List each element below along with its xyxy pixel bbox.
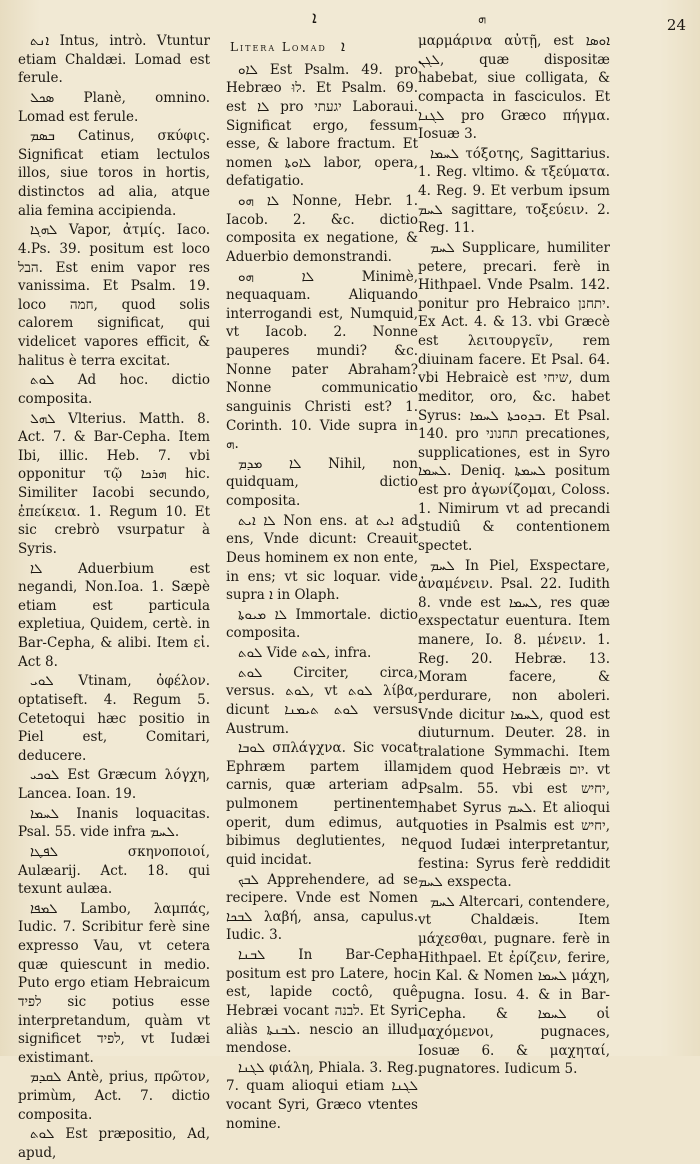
dictionary-entry: ܠܘܟܝ Est Græcum λόγχη, Lancea. Ioan. 19. <box>18 767 210 802</box>
dictionary-entry: ܠܘܬ Circiter, circa, versus. ܠܘܬ, vt ܠܘܬ λίβα, dicunt ܠܘܬ ܬܝܡܢܐ versus Austrum. <box>226 664 419 737</box>
column-heading <box>230 36 418 57</box>
dictionary-entry: ܠܚܡ Altercari, contendere, vt Chaldæis. Item μάχεσθαι, pugnare. ferè in Hithpael. Et ἐρίζειν, ferire, in Kal. & Nomen ܠܚܡܐ μάχη, pugna. Iosu. 4. & in Bar-Cepha. & ܠܚܡܐ οἱ μαχόμενοι, pugnaces, Iosuæ 6. & μαχηταί, pugnatores. Iudicum 5. <box>418 893 610 1078</box>
column-middle <box>226 36 418 1134</box>
signature-mark-left: ܐ <box>312 8 317 28</box>
dictionary-entry: ܐܢܬ Intus, intrò. Vtuntur etiam Chaldæi. Lomad est ferule. <box>18 33 210 87</box>
dictionary-entry: ܠܚܡ In Piel, Exspectare, ἀναμένειν. Psal. 22. Iudith 8. vnde est ܠܚܡܐ, res quæ exspectatur euentura. Item manere, Io. 8. μένειν. 1. Reg. 20. Hebræ. 13. Moram facere, & perdurare, non aboleri. Vnde dicitur ܠܚܡܐ, quod est diuturnum. Deuter. 28. in tralatione Symmachi. Item idem quod Hebræis יום. vt Psalm. 55. vbi est יחיש, habet Syrus ܠܚܡ. Et alioqui quoties in Psalmis est יחיש, quod Iudæi interpretantur, festina: Syrus ferè reddidit ܠܚܡ exspecta. <box>418 557 610 891</box>
dictionary-entry: ܠܦܛܐ σκηνοποιοί, Aulæarij. Act. 18. qui texunt aulæa. <box>18 843 210 898</box>
dictionary-entry: ܠܘܬ Vide ܠܘܬ, infra. <box>238 645 372 662</box>
dictionary-entry: ܠܗܓܐ Vapor, ἀτμίς. Iaco. 4.Ps. 39. positum est loco הבל. Est enim vapor res vanissima. Et Psalm. 19. loco חמה, quod solis calorem significat, qui videlicet vapores efficit, & halitus è terra excitat. <box>18 222 210 369</box>
column-left <box>18 32 210 1164</box>
dictionary-entry: ܠܐ ܡܝܘܬܐ Immortale. dictio composita. <box>226 606 418 642</box>
dictionary-entry: ܠܚܡܐ τόξοτης, Sagittarius. 1. Reg. vltimo. & τξεύματα. 4. Reg. 9. Et verbum ipsum ܠܚܡ sagittare, τοξεύειν. 2. Reg. 11. <box>418 145 610 237</box>
dictionary-entry: ܣܟܠ Planè, omnino. Lomad est ferule. <box>18 89 210 125</box>
dictionary-entry: ܠܘܬ Ad hoc. dictio composita. <box>18 372 210 407</box>
dictionary-entry: ܠܚܡܐ Inanis loquacitas. Psal. 55. vide infra ܠܚܡ. <box>18 805 210 841</box>
dictionary-entry: ܠܐ ܐܝܬ Non ens. at ܐܝܬ ad ens, Vnde dicunt: Creauit Deus hominem ex non ente, in ens; vt sic loquar. vide supra ܐ in Olaph. <box>226 512 418 604</box>
dictionary-entry: ܠܘܬ Est præpositio, Ad, apud, <box>18 1126 210 1161</box>
dictionary-entry: ܠܐ ܗܘ Minimè, nequaquam. Aliquando interrogandi est, Numquid, vt Iacob. 2. Nonne pauperes mundi? &c. Nonne pater Abraham? Nonne communicatio sanguinis Christi est? 1. Corinth. 10. Vide supra in ܗ. <box>226 268 418 453</box>
dictionary-entry: ܠܐܘ Est Psalm. 49. pro Hebræo לוּ. Et Psalm. 69. est ܠܐ pro יגעתי Laboraui. Significat ergo, fessum esse, & labore fractum. Et nomen ܠܐܘܬܐ labor, opera, defatigatio. <box>226 61 419 190</box>
dictionary-entry: ܠܡܦܐ Lambo, λαμπάς, Iudic. 7. Scribitur ferè sine expresso Vau, vt cetera quæ quiescunt in medio. Puto ergo etiam Hebraicum לפיד sic potius esse interpretandum, quàm vt significet לפיד, vt Iudæi existimant. <box>18 900 210 1066</box>
dictionary-entry: ܠܘܒܐ σπλάγχνα. Sic vocat Ephræm partem illam carnis, quæ arteriam ad pulmonem pertinentem operit, dum edimus, aut bibimus deglutientes, ne quid incidat. <box>226 740 418 868</box>
dictionary-entry: ܒܣܡ Catinus, σκύφις. Significat etiam lectulos illos, siue toros in hortis, distinctos ad alia, atque alia femina accipienda. <box>18 128 210 219</box>
dictionary-entry: μαρμάρινα αὐτῇ, est ܐܘܣܐ ܠܓܢ, quæ dispositæ habebat, siue colligata, & compacta in fasciculos. Et ܠܓܢܐ pro Græco πήγμα. Iosuæ 3. <box>418 33 610 143</box>
dictionary-entry: ܠܒܟ Apprehendere, ad se recipere. Vnde est Nomen ܠܒܟܐ λαβή, ansa, capulus. Iudic. 3. <box>226 871 418 944</box>
dictionary-entry: ܠܓܢܐ φιάλη, Phiala. 3. Reg. 7. quam alioqui etiam ܠܓܢܐ vocant Syri, Græco vtentes nomine. <box>226 1059 418 1132</box>
dictionary-entry: ܠܐ Aduerbium est negandi, Non.Ioa. 1. Sæpè etiam est particula expletiua, Quidem, certè. in Bar-Cepha, & alibi. Item εἰ. Act 8. <box>18 560 210 670</box>
column-heading-mark: ܐ <box>340 37 346 55</box>
column-right <box>418 32 610 1080</box>
dictionary-entry: ܠܐ ܡܕܡ Nihil, non quidquam, dictio composita. <box>226 455 418 510</box>
dictionary-entry: ܠܗܠ Vlterius. Matth. 8. Act. 7. & Bar-Cepha. Item Ibi, illic. Heb. 7. vbi opponitur τῷ ܗܪܟܐ hic. Similiter Iacobi secundo, ἐπείκεια. 1. Regum 10. Et sic crebrò vsurpatur à Syris. <box>18 410 211 557</box>
dictionary-entry: ܠܐ ܗܘ Nonne, Hebr. 1. Iacob. 2. &c. dictio composita ex negatione, & Aduerbio demonstrandi. <box>226 193 418 265</box>
dictionary-entry: ܠܚܡ Supplicare, humiliter petere, precari. ferè in Hithpael. Vnde Psalm. 142. ponitur pro Hebraico יתחנן. Ex Act. 4. & 13. vbi Græcè est λειτουργεῖν, rem diuinam facere. Et Psal. 64. vbi Hebraicè est שיחי, dum meditor, oro, &c. habet Syrus: ܒܕܘܟܬܐ ܠܚܡܐ. Et Psal. 140. pro תחנוני precationes, supplicationes, est in Syro ܠܚܡܐ. Deniq. ܠܚܡܬܐ positum est pro ἀγωνίζομαι, Coloss. 1. Nimirum vt ad precandi studiû & contentionem spectet. <box>418 239 610 554</box>
dictionary-entry: ܠܒܢܐ In Bar-Cepha positum est pro Latere, hoc est, lapide coctô, quê Hebræi vocant לבנה. Et Syri aliàs ܠܒܢܬܐ. nescio an illud mendose. <box>226 947 418 1057</box>
dictionary-entry: ܠܩܕܡ Antè, prius, πρῶτον, primùm, Act. 7. dictio composita. <box>18 1069 210 1123</box>
signature-mark-right: ܗ <box>478 12 487 27</box>
dictionary-entry: ܠܘܝ Vtinam, ὀφέλον. optatiseft. 4. Regum 5. Cetetoqui hæc positio in Piel est, Comitari, deducere. <box>18 673 210 764</box>
column-heading-title: Litera Lomad <box>230 40 327 54</box>
page-number: 24 <box>666 16 686 34</box>
